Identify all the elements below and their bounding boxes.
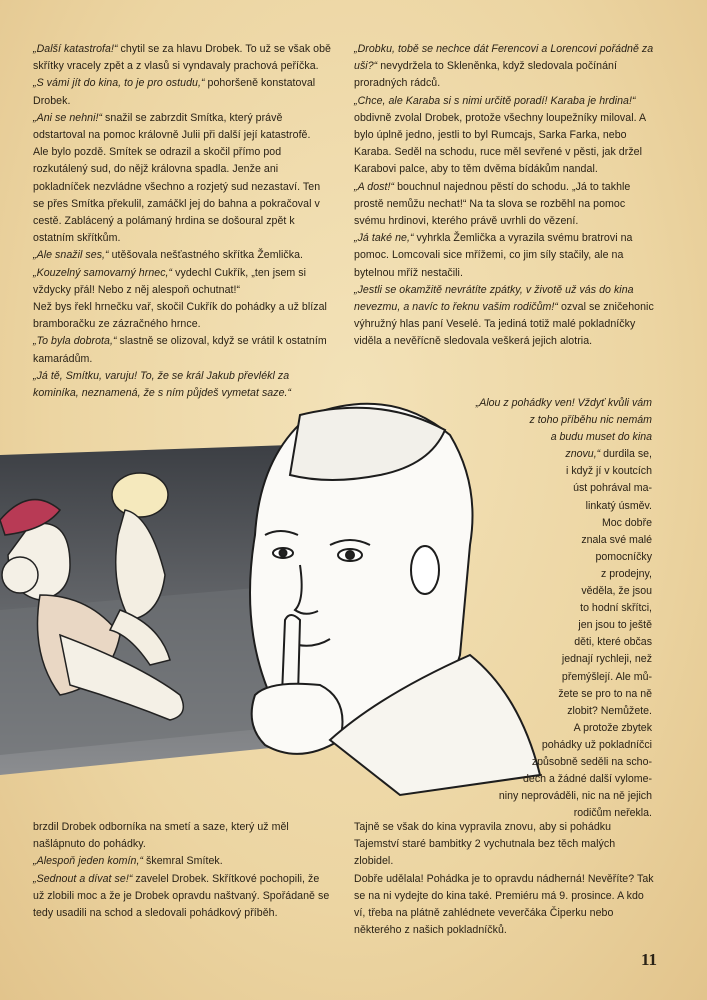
- narration-text: linkatý úsměv.: [585, 499, 652, 512]
- narration-text: niny neprováděli, nic na ně jejich: [498, 790, 652, 803]
- paragraph: [462, 788, 652, 805]
- narration-text: utěšovala nešťastného skřítka Žemlička.: [108, 249, 304, 262]
- paragraph: [354, 179, 654, 231]
- narration-text: z prodejny,: [600, 567, 652, 580]
- quote-text: „Kouzelný samovarný hrnec,“: [33, 266, 173, 279]
- quote-text: „Ani se nehni!“: [33, 111, 103, 124]
- paragraph: [354, 871, 654, 940]
- narration-text: jen jsou to ještě: [578, 619, 652, 632]
- paragraph: [33, 871, 333, 923]
- narration-text: způsobně seděli na scho-: [531, 755, 652, 768]
- left-column-top: [33, 41, 333, 402]
- narration-text: pohoršeně konstatoval Drobek.: [33, 77, 316, 107]
- narration-text: znala své malé: [581, 533, 652, 546]
- narration-text: to hodní skřítci,: [580, 602, 652, 615]
- narration-text: dech a žádné další vylome-: [523, 773, 652, 786]
- narration-text: škemral Smítek.: [143, 855, 223, 868]
- quote-text: z toho příběhu nic nemám: [529, 414, 652, 427]
- paragraph: [462, 395, 652, 412]
- paragraph: [462, 498, 652, 515]
- quote-text: a budu muset do kina: [550, 431, 652, 444]
- quote-text: „Jestli se okamžitě nevrátíte zpátky, v životě už vás do kina nevezmu, a navíc to řeknu vašim rodičům!“: [354, 283, 634, 314]
- quote-text: „A dost!“: [354, 180, 395, 193]
- narration-text: ozval se zničehonic výhružný hlas paní Veselé. Ta jediná totiž malé pokladníčky viděla a nevěřícně sledovala veškerá jejich alotria.: [354, 301, 654, 348]
- narration-text: žete se pro to na ně: [558, 687, 652, 700]
- quote-text: „Další katastrofa!“: [33, 43, 118, 55]
- narration-text: zlobit? Nemůžete.: [567, 704, 652, 717]
- paragraph: [462, 771, 652, 788]
- narration-text: Moc dobře: [601, 516, 652, 529]
- paragraph: [33, 75, 333, 109]
- paragraph: [354, 819, 654, 871]
- quote-text: „Alou z pohádky ven! Vždyť kvůli vám: [475, 397, 652, 409]
- paragraph: [33, 819, 333, 853]
- quote-text: „Chce, ale Karaba si s nimi určitě poradí! Karaba je hrdina!“: [354, 94, 636, 107]
- paragraph: [462, 583, 652, 600]
- paragraph: [354, 93, 654, 179]
- paragraph: [33, 41, 333, 75]
- paragraph: [462, 754, 652, 771]
- paragraph: [354, 230, 654, 282]
- quote-text: „Sednout a dívat se!“: [33, 872, 133, 885]
- paragraph: [462, 515, 652, 532]
- paragraph: [462, 600, 652, 617]
- narration-text: durdila se,: [600, 448, 652, 461]
- quote-text: znovu,“: [565, 448, 601, 461]
- narration-text: brzdil Drobek odborníka na smetí a saze, který už měl našlápnuto do pohádky.: [33, 821, 289, 851]
- narration-text: děti, které občas: [574, 636, 652, 649]
- narration-text: nevydržela to Skleněnka, když sledovala počínání proradných rádců.: [354, 60, 617, 90]
- quote-text: „Alespoň jeden komín,“: [33, 855, 144, 868]
- paragraph: [462, 532, 652, 549]
- narration-text: pohádky už pokladníčci: [541, 738, 652, 751]
- narration-text: vydechl Cukřík, „ten jsem si vždycky přál! Nebo z něj alespoň ochutnat!“: [33, 266, 307, 296]
- narration-text: věděla, že jsou: [581, 585, 652, 598]
- paragraph: [462, 617, 652, 634]
- narration-text: jednají rychleji, než: [561, 653, 652, 666]
- narration-text: vyhrkla Žemlička a vyrazila svému bratrovi na pomoc. Lomcovali sice mřížemi, co jim síly stačily, ale na bytelnou mříž nestačili.: [354, 232, 633, 279]
- quote-text: „Já také ne,“: [354, 232, 414, 245]
- paragraph: [462, 737, 652, 754]
- paragraph: [462, 463, 652, 480]
- paragraph: [462, 446, 652, 463]
- paragraph: [33, 247, 333, 264]
- narration-text: Dobře udělala! Pohádka je to opravdu nádherná! Nevěříte? Tak se na ni vydejte do kina také. Premiéru má 9. prosince. A kdo ví, třeba na plátně zahlédnete veverčáka Čiperku nebo některého z našich pokladníčků.: [354, 872, 654, 937]
- quote-text: „Drobku, tobě se nechce dát Ferencovi a Lorencovi pořádně za uši?“: [354, 43, 654, 73]
- paragraph: [33, 265, 333, 299]
- narration-text: chytil se za hlavu Drobek. To už se však obě skřítky vracely zpět a z vlasů si vyndavaly prachová peříčka.: [33, 43, 331, 73]
- narration-text: Ale bylo pozdě. Smítek se odrazil a skočil přímo pod rozkutálený sud, do nějž královna spadla. Jenže ani pokladníček nezvládne všechno a rozjetý sud nezastaví. Ten se přes Smítka překulil, zamáčkl jej do bahna a pokračoval v cestě. Zablácený a polámaný hrdina se došoural zpět k ostatním skřítkům.: [33, 146, 321, 245]
- wrapped-text-block: [462, 395, 652, 822]
- paragraph: [462, 669, 652, 686]
- narration-text: A protože zbytek: [573, 721, 652, 734]
- right-column-top: [354, 41, 654, 351]
- paragraph: [354, 282, 654, 351]
- narration-text: obdivně zvolal Drobek, protože všechny loupežníky miloval. A bylo úplně jedno, jestli to byl Rumcajs, Sarka Farka, nebo Karaba. Seděl na schodu, ruce měl sevřené v pěsti, jak držel Karabovi palce, aby to těm dvěma bídákům nandal.: [354, 111, 646, 176]
- paragraph: [462, 651, 652, 668]
- paragraph: [462, 480, 652, 497]
- paragraph: [462, 429, 652, 446]
- narration-text: snažil se zabrzdit Smítka, který právě odstartoval na pomoc královně Julii při další její katastrofě.: [33, 111, 311, 142]
- narration-text: bouchnul najednou pěstí do schodu. „Já to takhle prostě nemůžu nechat!“ Na ta slova se rozběhl na pomoc svému hrdinovi, kterého právě uvrhli do vězení.: [354, 180, 631, 228]
- paragraph: [462, 566, 652, 583]
- right-column-bottom: [354, 819, 654, 939]
- narration-text: i když jí v koutcích: [566, 465, 652, 478]
- paragraph: [462, 720, 652, 737]
- paragraph: [33, 299, 333, 333]
- page-number: 11: [640, 950, 657, 969]
- quote-text: „Já tě, Smítku, varuju! To, že se král Jakub převlékl za kominíka, neznamená, že s ním půjdeš vymetat saze.“: [33, 369, 292, 400]
- paragraph: [462, 549, 652, 566]
- quote-text: „S vámi jít do kina, to je pro ostudu,“: [33, 77, 205, 90]
- quote-text: „Ale snažil ses,“: [33, 249, 109, 262]
- narration-text: Tajně se však do kina vypravila znovu, aby si pohádku Tajemství staré bambitky 2 vychutnala bez těch malých zlobidel.: [354, 821, 616, 868]
- narration-text: rodičům neřekla.: [573, 807, 652, 820]
- paragraph: [462, 412, 652, 429]
- paragraph: [33, 110, 333, 144]
- narration-text: přemýšlejí. Ale mů-: [561, 670, 652, 683]
- paragraph: [33, 853, 333, 870]
- narration-text: Než bys řekl hrnečku vař, skočil Cukřík do pohádky a už blízal bramboračku ze zázračného hrnce.: [33, 301, 327, 331]
- narration-text: slastně se olizoval, když se vrátil k ostatním kamarádům.: [33, 335, 327, 365]
- paragraph: [462, 686, 652, 703]
- paragraph: [33, 144, 333, 247]
- paragraph: [354, 41, 654, 93]
- quote-text: „To byla dobrota,“: [33, 335, 117, 348]
- left-column-bottom: [33, 819, 333, 922]
- paragraph: [462, 703, 652, 720]
- narration-text: úst pohrával ma-: [573, 482, 652, 495]
- paragraph: [462, 634, 652, 651]
- paragraph: [33, 333, 333, 367]
- narration-text: pomocníčky: [595, 550, 652, 563]
- narration-text: zavelel Drobek. Skřítkové pochopili, že už zlobili moc a že je Drobek opravdu naštvaný. Spořádaně se tedy usadili na schod a sledovali pohádkový příběh.: [33, 872, 330, 920]
